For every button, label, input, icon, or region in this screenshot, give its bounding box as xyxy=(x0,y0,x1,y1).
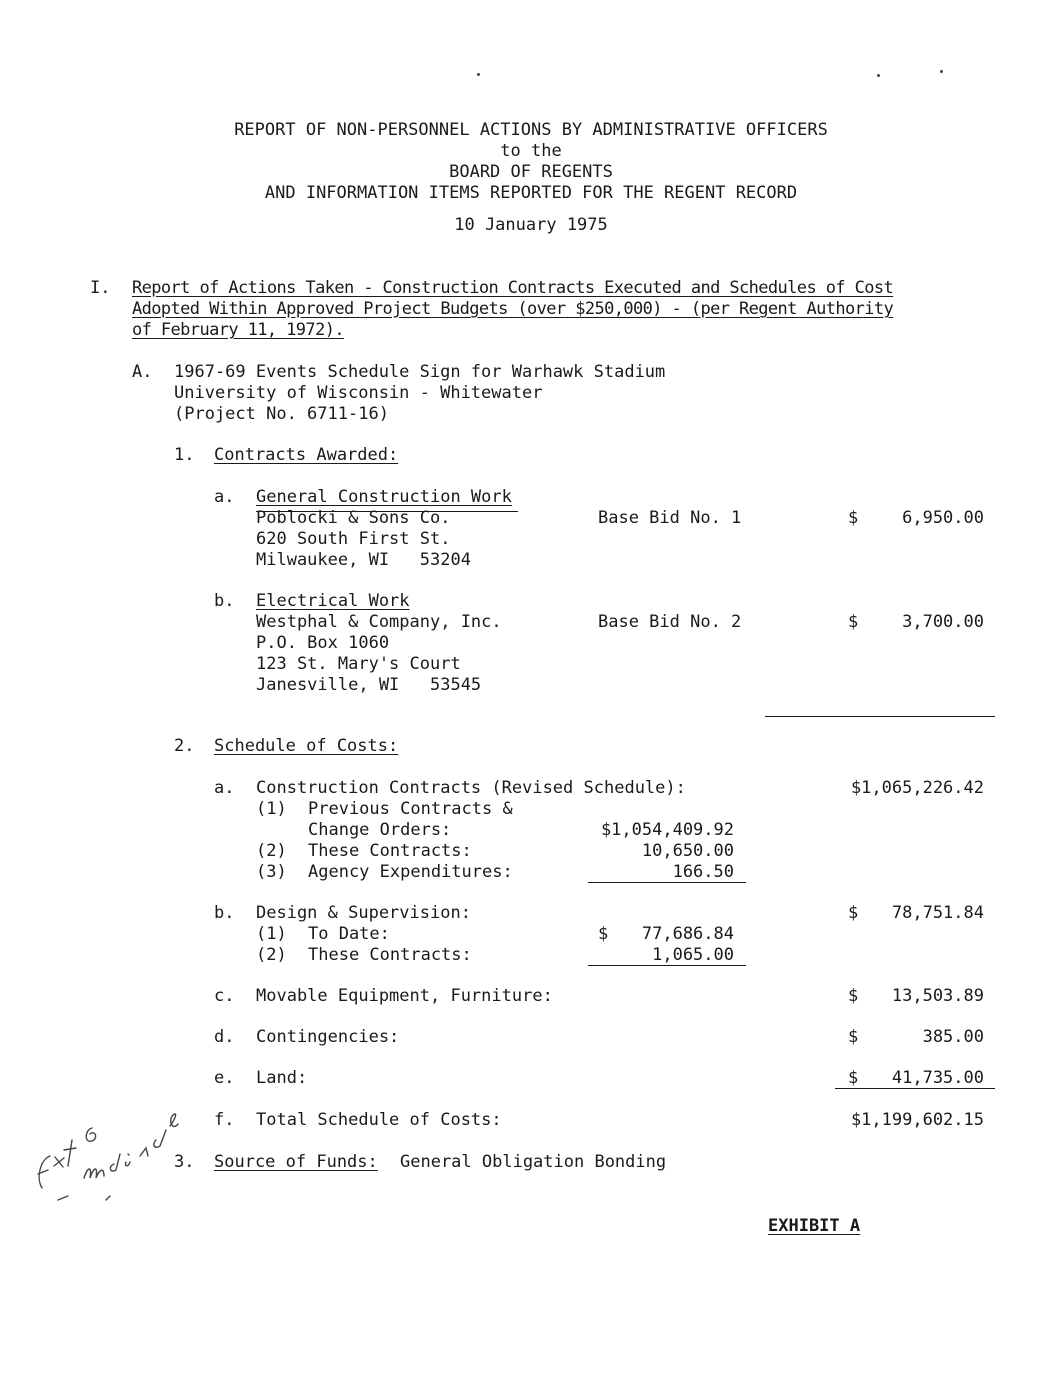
contract-a-street: 620 South First St. xyxy=(256,529,451,549)
section-title-line-2: Adopted Within Approved Project Budgets (over $250,000) - (per Regent Authority xyxy=(132,299,894,319)
section-title-line-1: Report of Actions Taken - Construction Contracts Executed and Schedules of Cost xyxy=(132,278,894,298)
schedule-f-letter: f. xyxy=(214,1110,235,1130)
schedule-b1-num: (1) xyxy=(256,924,287,944)
funds-heading: Source of Funds: xyxy=(214,1152,378,1172)
schedule-b1-amount: 77,686.84 xyxy=(641,924,734,944)
contract-a-title: General Construction Work xyxy=(256,487,512,507)
schedule-e-currency: $ xyxy=(848,1068,859,1088)
schedule-heading: Schedule of Costs: xyxy=(214,736,399,756)
section-title-line-3: of February 11, 1972). xyxy=(132,320,344,340)
schedule-a1-amount: $1,054,409.92 xyxy=(600,820,734,840)
contract-a-bid: Base Bid No. 1 xyxy=(598,508,742,528)
schedule-e-letter: e. xyxy=(214,1068,235,1088)
contract-a-amount: 6,950.00 xyxy=(902,508,984,528)
schedule-b2-amount: 1,065.00 xyxy=(652,945,734,965)
schedule-c-currency: $ xyxy=(848,986,859,1006)
scan-speck xyxy=(477,73,480,76)
schedule-a-total: $1,065,226.42 xyxy=(850,778,984,798)
scan-speck xyxy=(940,70,943,73)
schedule-a-letter: a. xyxy=(214,778,235,798)
schedule-b-label: Design & Supervision: xyxy=(256,903,471,923)
contract-b-title: Electrical Work xyxy=(256,591,410,611)
contracts-heading: Contracts Awarded: xyxy=(214,445,399,465)
contract-b-contractor: Westphal & Company, Inc. xyxy=(256,612,502,632)
schedule-d-label: Contingencies: xyxy=(256,1027,400,1047)
contract-b-street: 123 St. Mary's Court xyxy=(256,654,461,674)
report-date: 10 January 1975 xyxy=(454,215,608,235)
schedule-total-rule xyxy=(835,1088,995,1089)
funds-value: General Obligation Bonding xyxy=(400,1152,667,1172)
schedule-a3-label: Agency Expenditures: xyxy=(308,862,513,882)
schedule-a3-num: (3) xyxy=(256,862,287,882)
contract-b-amount: 3,700.00 xyxy=(902,612,984,632)
schedule-d-total: 385.00 xyxy=(922,1027,984,1047)
scan-speck xyxy=(877,74,880,77)
schedule-c-label: Movable Equipment, Furniture: xyxy=(256,986,553,1006)
contracts-total-rule xyxy=(765,716,995,717)
report-title-to: to the xyxy=(500,141,562,161)
schedule-f-total: $1,199,602.15 xyxy=(850,1110,984,1130)
schedule-a2-amount: 10,650.00 xyxy=(641,841,734,861)
report-title-board: BOARD OF REGENTS xyxy=(449,162,613,182)
schedule-a1-num: (1) xyxy=(256,799,287,819)
schedule-e-total: 41,735.00 xyxy=(891,1068,984,1088)
project-title: 1967-69 Events Schedule Sign for Warhawk Stadium xyxy=(174,362,666,382)
contract-b-po-box: P.O. Box 1060 xyxy=(256,633,390,653)
schedule-a2-num: (2) xyxy=(256,841,287,861)
schedule-b2-num: (2) xyxy=(256,945,287,965)
schedule-b-currency: $ xyxy=(848,903,859,923)
contract-a-contractor: Poblocki & Sons Co. xyxy=(256,508,451,528)
schedule-number: 2. xyxy=(174,736,195,756)
schedule-a-label: Construction Contracts (Revised Schedule): xyxy=(256,778,686,798)
contracts-number: 1. xyxy=(174,445,195,465)
schedule-e-label: Land: xyxy=(256,1068,308,1088)
schedule-a2-label: These Contracts: xyxy=(308,841,472,861)
contract-a-city: Milwaukee, WI 53204 xyxy=(256,550,471,570)
schedule-a1-label-cont: Change Orders: xyxy=(308,820,452,840)
schedule-b1-label: To Date: xyxy=(308,924,390,944)
contract-a-currency: $ xyxy=(848,508,859,528)
contract-b-bid: Base Bid No. 2 xyxy=(598,612,742,632)
schedule-b2-label: These Contracts: xyxy=(308,945,472,965)
contract-b-city: Janesville, WI 53545 xyxy=(256,675,482,695)
schedule-d-currency: $ xyxy=(848,1027,859,1047)
project-university: University of Wisconsin - Whitewater xyxy=(174,383,543,403)
exhibit-label: EXHIBIT A xyxy=(768,1216,861,1236)
report-title: REPORT OF NON-PERSONNEL ACTIONS BY ADMINISTRATIVE OFFICERS xyxy=(234,120,828,140)
schedule-f-label: Total Schedule of Costs: xyxy=(256,1110,502,1130)
schedule-a-subtotal-rule xyxy=(588,882,746,883)
project-letter: A. xyxy=(132,362,153,382)
schedule-b1-currency: $ xyxy=(598,924,609,944)
funds-number: 3. xyxy=(174,1152,195,1172)
contract-a-letter: a. xyxy=(214,487,235,507)
schedule-c-letter: c. xyxy=(214,986,235,1006)
schedule-d-letter: d. xyxy=(214,1027,235,1047)
schedule-a3-amount: 166.50 xyxy=(672,862,734,882)
contract-a-title-rule xyxy=(256,511,518,512)
contract-b-letter: b. xyxy=(214,591,235,611)
schedule-b-subtotal-rule xyxy=(588,965,746,966)
section-number: I. xyxy=(90,278,111,298)
report-title-info: AND INFORMATION ITEMS REPORTED FOR THE REGENT RECORD xyxy=(264,183,798,203)
schedule-a1-label: Previous Contracts & xyxy=(308,799,513,819)
schedule-c-total: 13,503.89 xyxy=(891,986,984,1006)
schedule-b-letter: b. xyxy=(214,903,235,923)
contract-b-currency: $ xyxy=(848,612,859,632)
handwritten-note xyxy=(28,1100,188,1210)
project-number: (Project No. 6711-16) xyxy=(174,404,389,424)
schedule-b-total: 78,751.84 xyxy=(891,903,984,923)
